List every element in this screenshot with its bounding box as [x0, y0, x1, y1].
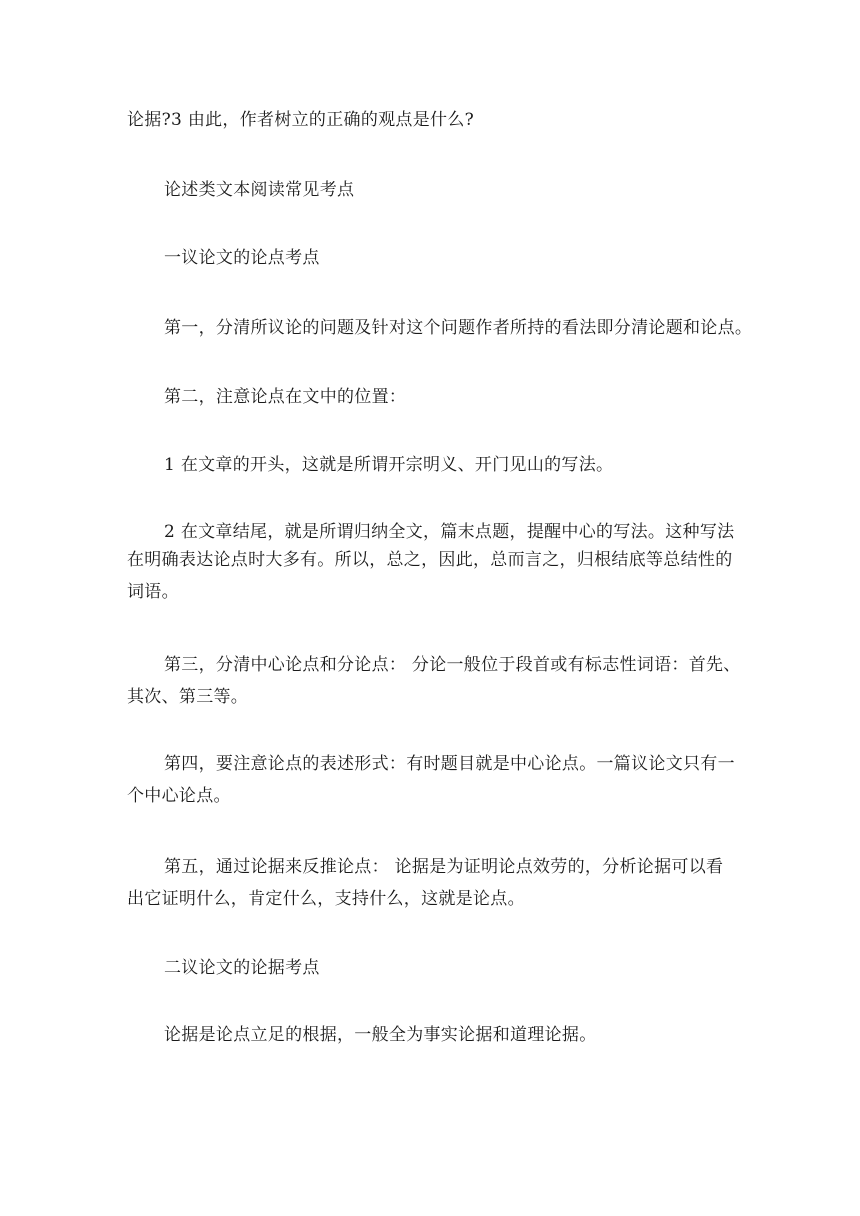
- paragraph-line: 1 在文章的开头，这就是所谓开宗明义、开门见山的写法。: [164, 455, 614, 475]
- paragraph-line: 第三，分清中心论点和分论点： 分论一般位于段首或有标志性词语：首先、: [164, 655, 741, 675]
- paragraph-line: 出它证明什么，肯定什么，支持什么，这就是论点。: [127, 889, 525, 909]
- paragraph-line: 论据是论点立足的根据，一般全为事实论据和道理论据。: [164, 1025, 597, 1045]
- paragraph-line: 第一，分清所议论的问题及针对这个问题作者所持的看法即分清论题和论点。: [164, 318, 753, 338]
- paragraph-line: 第二，注意论点在文中的位置：: [164, 387, 407, 407]
- paragraph-line: 在明确表达论点时大多有。所以，总之，因此，总而言之，归根结底等总结性的: [127, 550, 733, 570]
- paragraph-line: 词语。: [127, 582, 179, 602]
- paragraph-line: 第四，要注意论点的表述形式：有时题目就是中心论点。一篇议论文只有一: [164, 754, 735, 774]
- paragraph-line: 个中心论点。: [127, 786, 231, 806]
- section-heading: 论述类文本阅读常见考点: [164, 180, 355, 200]
- section-heading: 二议论文的论据考点: [164, 958, 320, 978]
- paragraph-line: 其次、第三等。: [127, 687, 249, 707]
- paragraph-line: 2 在文章结尾，就是所谓归纳全文，篇末点题，提醒中心的写法。这种写法: [164, 522, 735, 542]
- section-heading: 一议论文的论点考点: [164, 248, 320, 268]
- text-line: 论据?3 由此，作者树立的正确的观点是什么?: [127, 110, 475, 130]
- paragraph-line: 第五，通过论据来反推论点： 论据是为证明论点效劳的，分析论据可以看: [164, 857, 724, 877]
